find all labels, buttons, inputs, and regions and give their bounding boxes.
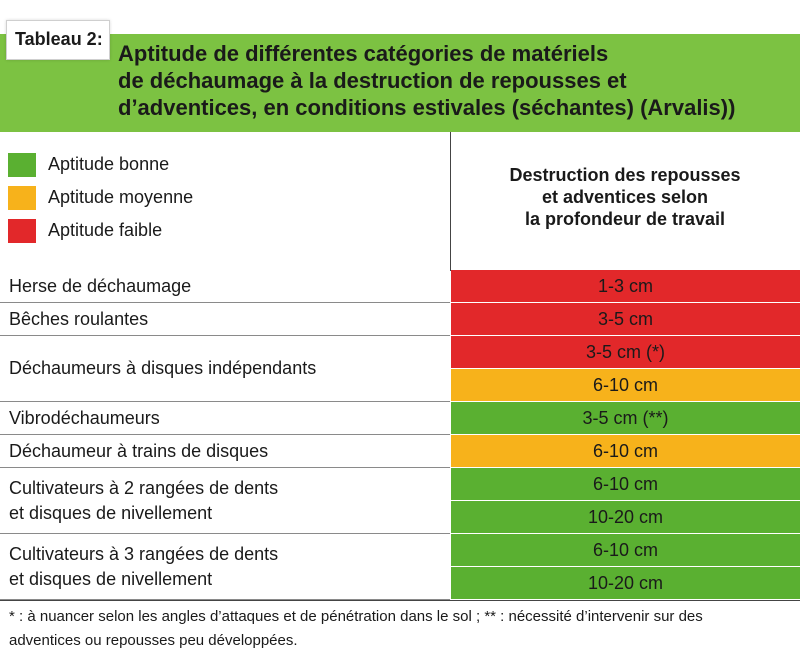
table-tag: [6, 20, 110, 60]
aptitude-cell-bonne: 6-10 cm: [451, 468, 800, 501]
equipment-name-line: Bêches roulantes: [9, 308, 149, 329]
aptitude-cell-faible: 3-5 cm: [451, 303, 800, 336]
equipment-name: [0, 476, 278, 526]
column-header-line: la profondeur de travail: [524, 209, 726, 229]
table-row-label: [0, 336, 450, 402]
table-row-label: [0, 303, 450, 336]
equipment-name: [0, 356, 316, 381]
column-divider: [450, 132, 451, 270]
legend-swatch-bonne: [8, 153, 36, 177]
legend-item-bonne: [8, 148, 193, 181]
aptitude-cell-bonne: 6-10 cm: [451, 534, 800, 567]
aptitude-cell-moyenne: 6-10 cm: [451, 369, 800, 402]
table-title-line: Aptitude de différentes catégories de matériels: [118, 41, 609, 66]
equipment-name-line: Déchaumeurs à disques indépendants: [9, 358, 317, 378]
legend-label: Aptitude bonne: [48, 154, 170, 174]
table-row-label: [0, 468, 450, 534]
column-header-line: et adventices selon: [541, 187, 709, 207]
aptitude-cell-moyenne: 6-10 cm: [451, 435, 800, 468]
footnote: [0, 600, 800, 660]
legend-label: Aptitude moyenne: [48, 187, 194, 207]
equipment-name: [0, 274, 191, 299]
aptitude-cell-bonne: 10-20 cm: [451, 501, 800, 534]
equipment-name-line: Vibrodéchaumeurs: [9, 407, 160, 428]
table-row-label: [0, 435, 450, 468]
legend-swatch-faible: [8, 219, 36, 243]
equipment-name: [0, 406, 160, 431]
footnote-line: * : à nuancer selon les angles d’attaques et de pénétration dans le sol ; ** : nécessité d’intervenir sur des: [9, 608, 703, 625]
equipment-name-line: Cultivateurs à 2 rangées de dents: [9, 477, 279, 498]
legend-swatch-moyenne: [8, 186, 36, 210]
equipment-name-line: Déchaumeur à trains de disques: [9, 440, 269, 461]
equipment-name-line: Herse de déchaumage: [9, 275, 192, 296]
table-title: [118, 40, 788, 121]
footnote-line: adventices ou repousses peu développées.: [9, 632, 298, 649]
table-title-line: d’adventices, en conditions estivales (séchantes) (Arvalis)): [118, 95, 736, 120]
aptitude-cell-faible: 3-5 cm (*): [451, 336, 800, 369]
equipment-name-line: et disques de nivellement: [9, 502, 213, 523]
equipment-name-line: et disques de nivellement: [9, 568, 213, 589]
table-row-label: [0, 270, 450, 303]
equipment-name-line: Cultivateurs à 3 rangées de dents: [9, 543, 279, 564]
aptitude-cell-bonne: 10-20 cm: [451, 567, 800, 600]
aptitude-cell-faible: 1-3 cm: [451, 270, 800, 303]
legend: [8, 148, 193, 247]
table-row-label: [0, 402, 450, 435]
equipment-name: [0, 439, 268, 464]
table-tag-label: Tableau 2:: [15, 29, 103, 49]
table-row-label: [0, 534, 450, 600]
table-title-line: de déchaumage à la destruction de repousses et: [118, 68, 627, 93]
legend-label: Aptitude faible: [48, 220, 163, 240]
column-header-line: Destruction des repousses: [509, 165, 741, 185]
equipment-name: [0, 307, 148, 332]
legend-item-moyenne: [8, 181, 193, 214]
aptitude-cell-bonne: 3-5 cm (**): [451, 402, 800, 435]
column-header: [452, 164, 798, 230]
legend-item-faible: [8, 214, 193, 247]
equipment-name: [0, 542, 278, 592]
